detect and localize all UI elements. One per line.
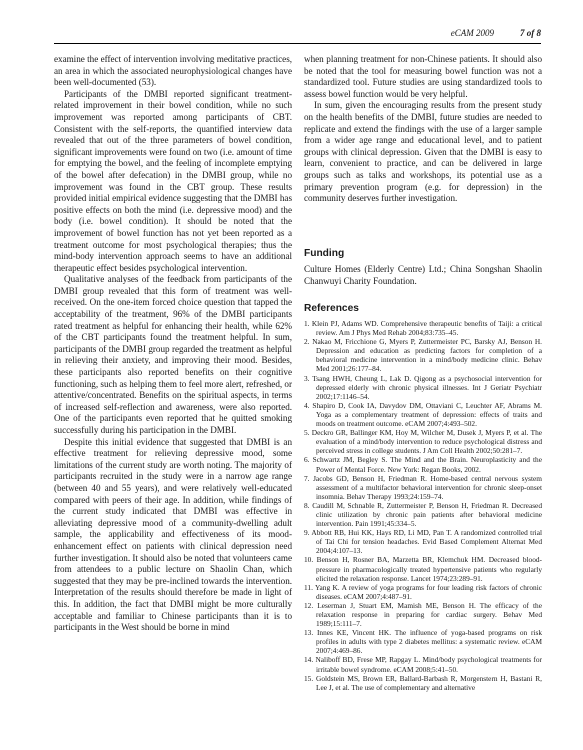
references-heading: References	[304, 303, 359, 314]
reference-item: 14. Naliboff BD, Frese MP, Rapgay L. Mind/body psychological treatments for irritable bowel syndrome. eCAM 2008;5:41–50.	[304, 655, 542, 674]
body-paragraph: examine the effect of intervention involving meditative practices, an area in which the associated neurophysiological changes have been well-documented (53).	[54, 54, 292, 88]
reference-item: 12. Leserman J, Stuart EM, Mamish ME, Benson H. The efficacy of the relaxation response in preparing for cardiac surgery. Behav Med 1989;15:111–7.	[304, 600, 542, 629]
reference-item: 3. Tsang HWH, Cheung L, Lak D. Qigong as a psychosocial intervention for depressed elderly with chronic physical illnesses. Int J Geriatr Psychiatr 2002;17:1146–54.	[304, 373, 542, 401]
reference-item: 7. Jacobs GD, Benson H, Friedman R. Home-based central nervous system assessment of a multifactor behavioral intervention for chronic sleep-onset insomnia. Behav Therapy 1993;24:159–74.	[304, 473, 542, 501]
reference-item: 11. Yang K. A review of yoga programs for four leading risk factors of chronic diseases. eCAM 2007;4:487–91.	[304, 582, 542, 601]
funding-heading: Funding	[304, 248, 345, 259]
reference-list	[304, 319, 542, 692]
reference-item: 2. Nakao M, Fricchione G, Myers P, Zuttermeister PC, Barsky AJ, Benson H. Depression and education as predicting factors for completion of a behavioral medicine intervention in a mind/body medicine clinic. Behav Med 2001;26:177–84.	[304, 337, 542, 374]
page-number: 7 of 8	[520, 28, 541, 38]
reference-item: 15. Goldstein MS, Brown ER, Ballard-Barbash R, Morgenstern H, Bastani R, Lee J, et al. The use of complementary and alternative	[304, 673, 542, 692]
header-rule	[54, 43, 541, 44]
reference-item: 6. Schwartz JM, Begley S. The Mind and the Brain. Neuroplasticity and the Power of Mental Force. New York: Regan Books, 2002.	[304, 455, 542, 474]
reference-item: 8. Caudill M, Schnable R, Zuttermeister P, Benson H, Friedman R. Decreased clinic utilization by chronic pain patients after behavioral medicine intervention. Pain 1991;45:334–5.	[304, 500, 542, 529]
right-column	[304, 54, 542, 205]
reference-item: 1. Klein PJ, Adams WD. Comprehensive therapeutic benefits of Taiji: a critical review. Am J Phys Med Rehab 2004;83:735–45.	[304, 319, 542, 338]
body-paragraph: Despite this initial evidence that suggested that DMBI is an effective treatment for relieving depressive mood, some limitations of the current study are worth noting. The majority of participants recruited in the study were in a narrow age range (between 40 and 55 years), and were relatively well-educated compared with peers of their age. In addition, while findings of the current study indicated that DMBI was effective in alleviating depressive mood of a community-dwelling adult sample, the applicability and effectiveness of its mood-enhancement effect on patients with clinical depression need further investigation. It should also be noted that volunteers came from attendees to a public lecture on Shaolin Chan, which suggested that they may be pre-inclined towards the intervention. Interpretation of the results should therefore be made in light of this. In addition, the fact that DMBI might be more culturally acceptable and familiar to Chinese participants than it is to participants in the West should be borne in mind	[54, 436, 292, 633]
body-paragraph: Participants of the DMBI reported significant treatment-related improvement in their bowel condition, while no such improvement was reported among participants of CBT. Consistent with the self-reports, the quantified interview data revealed that out of the three parameters of bowel condition, significant improvements were found on two (i.e. amount of time for emptying the bowel, and the feeling of incomplete emptying of the bowel after defecation) in the DMBI group, while no improvement was found in the CBT group. These results provided initial empirical evidence suggesting that the DMBI has positive effects on both the mind (i.e. depressive mood) and the body (i.e. bowel condition). It should be noted that the improvement of bowel function has not yet been reported as a treatment outcome for most psychological therapies; thus the mind-body intervention approach seems to have an additional therapeutic effect besides psychological intervention.	[54, 88, 292, 273]
body-paragraph: when planning treatment for non-Chinese patients. It should also be noted that the tool for measuring bowel function was not a standardized tool. Future studies are using standardized tools to assess bowel function would be very helpful.	[304, 54, 542, 99]
reference-item: 9. Abbott RB, Hui KK, Hays RD, Li MD, Pan T. A randomized controlled trial of Tai Chi for tension headaches. Evid Based Complement Alternat Med 2004;4:107–13.	[304, 528, 542, 556]
running-header	[54, 28, 541, 42]
body-paragraph: In sum, given the encouraging results from the present study on the health benefits of the DMBI, future studies are needed to replicate and extend the findings with the use of a larger sample from a wider age range and educational level, and to patient groups with clinical depression. Given that the DMBI is easy to learn, convenient to practice, and can be delivered in large groups such as talks and workshops, its potential use as a primary prevention program (e.g. for depression) in the community deserves further investigation.	[304, 100, 542, 204]
reference-item: 10. Benson H, Rosner BA, Marzetta BR, Klemchuk HM. Decreased blood-pressure in pharmacologically treated hypertensive patients who regularly elicited the relaxation response. Lancet 1974;23:289–91.	[304, 555, 542, 583]
reference-item: 13. Innes KE, Vincent HK. The influence of yoga-based programs on risk profiles in adults with type 2 diabetes mellitus: a systematic review. eCAM 2007;4:469–86.	[304, 628, 542, 656]
funding-text: Culture Homes (Elderly Centre) Ltd.; China Songshan Shaolin Chanwuyi Charity Foundation.	[304, 264, 542, 286]
body-paragraph: Qualitative analyses of the feedback from participants of the DMBI group revealed that this form of treatment was well-received. On the one-item forced choice question that tapped the acceptability of the treatment, 96% of the DMBI participants rated treatment as helpful for enhancing their health, while 62% of the CBT participants found the treatment helpful. In sum, participants of the DMBI group regarded the treatment as helpful in relieving their anxiety, and improving their mood. Besides, these participants also reported benefits on their cognitive functioning, such as helping them to feel more alert, refreshed, or attentive/concentrated. Benefits on the spiritual aspects, in terms of increased self-reflection and awareness, were also reported. One of the participants even reported that he quitted smoking successfully during his participation in the DMBI.	[54, 274, 292, 435]
reference-item: 5. Deckro GR, Ballinger KM, Hoy M, Wilcher M, Dusek J, Myers P, et al. The evaluation of a mind/body intervention to reduce psychological distress and perceived stress in college students. J Am Coll Health 2002;50:281–7.	[304, 428, 542, 456]
reference-item: 4. Shapiro D, Cook IA, Davydov DM, Ottaviani C, Leuchter AF, Abrams M. Yoga as a complementary treatment of depression: effects of traits and moods on treatment outcome. eCAM 2007;4:493–502.	[304, 400, 542, 429]
journal-name: eCAM 2009	[450, 28, 494, 38]
left-column	[54, 54, 292, 634]
